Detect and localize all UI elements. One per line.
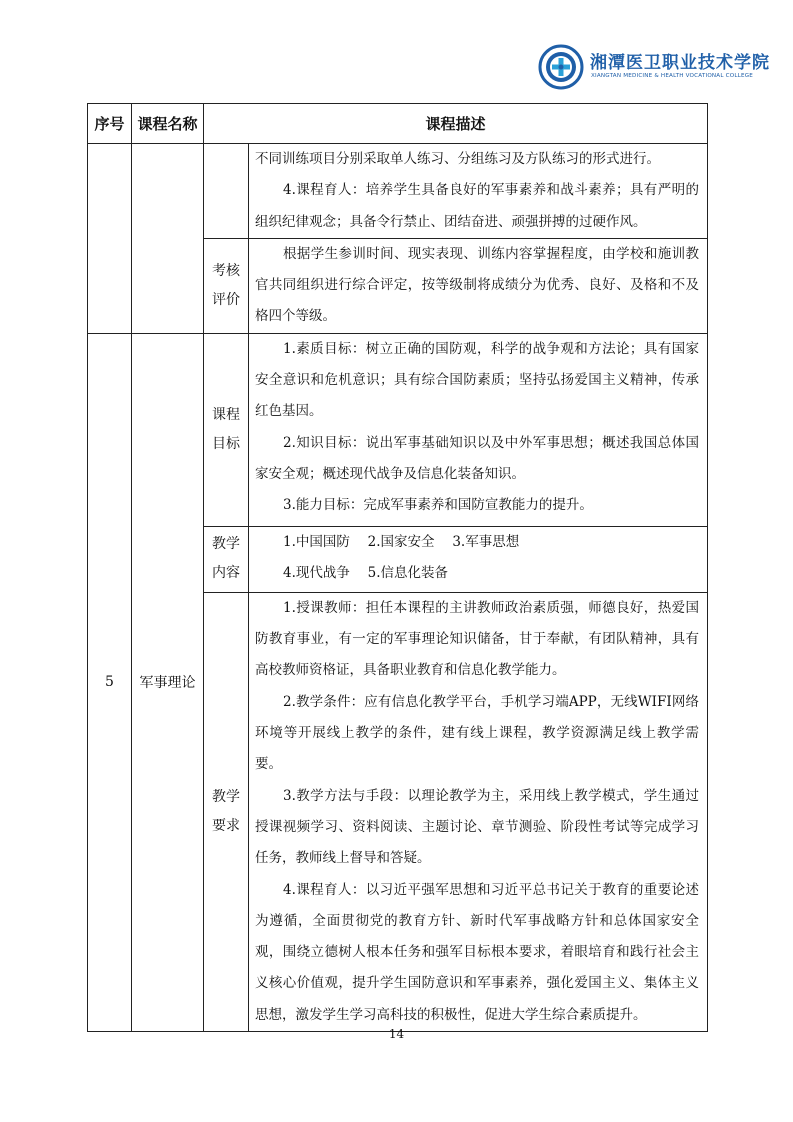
content-description	[249, 526, 708, 592]
header-course-description: 课程描述	[204, 104, 708, 144]
goal-item: 2.知识目标：说出军事基础知识以及中外军事思想；概述我国总体国家安全观；概述现代战争及信息化装备知识。	[255, 434, 700, 483]
requirement-item: 3.教学方法与手段：以理论教学为主，采用线上教学模式，学生通过授课视频学习、资料阅读、主题讨论、章节测验、阶段性考试等完成学习任务，教师线上督导和答疑。	[255, 787, 700, 867]
content-line: 1.中国国防 2.国家安全 3.军事思想	[283, 533, 520, 550]
course-name: 军事理论	[132, 333, 204, 1031]
table-row	[88, 333, 708, 526]
goals-description	[249, 333, 708, 526]
continuation-number-cell	[88, 144, 132, 334]
college-logo	[538, 40, 770, 92]
requirement-item: 1.授课教师：担任本课程的主讲教师政治素质强，师德良好，热爱国防教育事业，有一定的军事理论知识储备，甘于奉献，有团队精神，具有高校教师资格证，具备职业教育和信息化教学能力。	[255, 599, 700, 679]
requirements-description	[249, 592, 708, 1031]
goals-label: 课程 目标	[204, 333, 249, 526]
assessment-description	[249, 238, 708, 333]
college-name-en: XIANGTAN MEDICINE & HEALTH VOCATIONAL COLLEGE	[591, 73, 753, 79]
continuation-line: 不同训练项目分别采取单人练习、分组练习及方队练习的形式进行。	[255, 151, 660, 167]
course-table	[87, 103, 708, 1032]
page-number: 14	[388, 1027, 405, 1041]
header-course-name: 课程名称	[132, 104, 204, 144]
continuation-description	[249, 144, 708, 239]
college-name: 湘潭医卫职业技术学院	[590, 53, 770, 73]
course-number: 5	[88, 333, 132, 1031]
goal-item: 3.能力目标：完成军事素养和国防宣教能力的提升。	[283, 497, 593, 514]
assessment-text: 根据学生参训时间、现实表现、训练内容掌握程度，由学校和施训教官共同组织进行综合评定，按等级制将成绩分为优秀、良好、及格和不及格四个等级。	[255, 245, 700, 325]
continuation-line: 4.课程育人：培养学生具备良好的军事素养和战斗素养；具有严明的组织纪律观念；具备令行禁止、团结奋进、顽强拼搏的过硬作风。	[255, 182, 700, 230]
header-number: 序号	[88, 104, 132, 144]
college-emblem-icon	[538, 44, 584, 90]
requirement-item: 4.课程育人：以习近平强军思想和习近平总书记关于教育的重要论述为遵循，全面贯彻党的教育方针、新时代军事战略方针和总体国家安全观，围绕立德树人根本任务和强军目标根本要求，着眼培育和践行社会主义核心价值观，提升学生国防意识和军事素养，强化爱国主义、集体主义思想，激发学生学习高科技的积极性，促进大学生综合素质提升。	[255, 881, 700, 1023]
continuation-name-cell	[132, 144, 204, 334]
table-header-row	[88, 104, 708, 144]
requirement-item: 2.教学条件：应有信息化教学平台，手机学习端APP，无线WIFI网络环境等开展线上教学的条件，建有线上课程，教学资源满足线上教学需要。	[255, 693, 700, 773]
continuation-label-cell	[204, 144, 249, 239]
assessment-label: 考核 评价	[204, 238, 249, 333]
table-row	[88, 144, 708, 239]
content-label: 教学 内容	[204, 526, 249, 592]
goal-item: 1.素质目标：树立正确的国防观，科学的战争观和方法论；具有国家安全意识和危机意识；具有综合国防素质；坚持弘扬爱国主义精神，传承红色基因。	[255, 340, 700, 420]
content-line: 4.现代战争 5.信息化装备	[283, 565, 449, 582]
requirements-label: 教学 要求	[204, 592, 249, 1031]
